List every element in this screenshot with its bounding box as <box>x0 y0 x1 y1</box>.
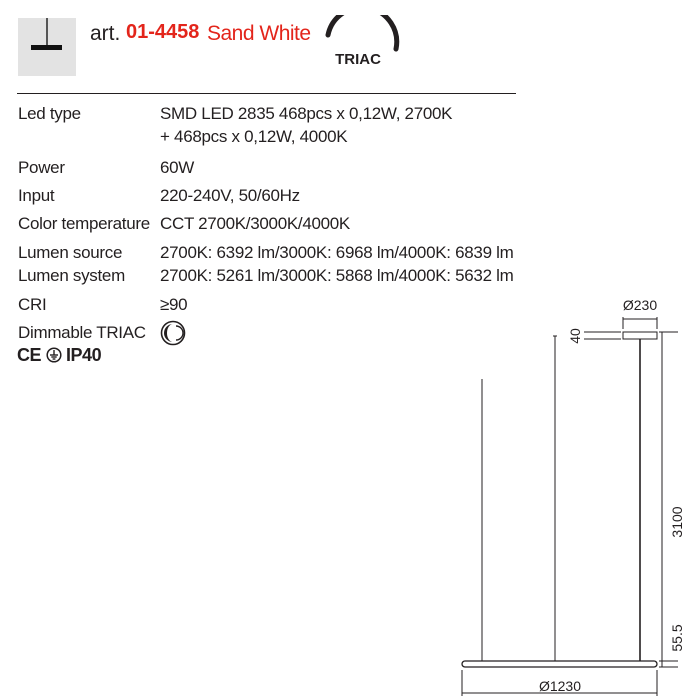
header-divider <box>17 93 516 94</box>
article-code: 01-4458 <box>126 21 200 43</box>
triac-badge-text: TRIAC <box>335 51 381 68</box>
canopy-height-label: 40 <box>567 328 583 344</box>
dimmable-icon <box>159 319 187 347</box>
triac-arc <box>328 15 397 49</box>
triac-badge-icon <box>322 15 402 75</box>
spec-value-cri: ≥90 <box>160 295 188 314</box>
article-label: art. <box>90 22 121 45</box>
spec-value-lumen-source: 2700K: 6392 lm/3000K: 6968 lm/4000K: 6839 lm <box>160 243 514 262</box>
thumbnail-lamp <box>31 45 62 50</box>
spec-value-color-temperature: CCT 2700K/3000K/4000K <box>160 214 350 233</box>
ring-diameter-label: Ø1230 <box>538 678 582 694</box>
product-thumbnail <box>18 18 76 76</box>
spec-label-cri: CRI <box>18 295 47 314</box>
spec-label-dimmable: Dimmable TRIAC <box>18 323 146 342</box>
certification-row <box>17 345 101 366</box>
canopy <box>623 332 657 339</box>
spec-label-input: Input <box>18 186 55 205</box>
thumbnail-suspension <box>46 18 48 45</box>
canopy-diameter-label: Ø230 <box>622 297 658 313</box>
color-name: Sand White <box>207 22 311 45</box>
spec-value-input: 220-240V, 50/60Hz <box>160 186 300 205</box>
spec-label-color-temperature: Color temperature <box>18 214 150 233</box>
ce-mark: CE <box>17 345 42 365</box>
earth-ground-icon <box>46 347 62 363</box>
spec-value-led-type-2: + 468pcs x 0,12W, 4000K <box>160 127 348 146</box>
spec-value-power: 60W <box>160 158 195 177</box>
spec-value-lumen-system: 2700K: 5261 lm/3000K: 5868 lm/4000K: 5632 lm <box>160 266 514 285</box>
spec-label-lumen-source: Lumen source <box>18 243 123 262</box>
suspension-length-label: 3100 <box>669 506 685 538</box>
spec-label-led-type: Led type <box>18 104 81 123</box>
spec-label-lumen-system: Lumen system <box>18 266 125 285</box>
ip-rating: IP40 <box>66 345 102 365</box>
technical-drawing <box>440 290 700 700</box>
ring-luminaire <box>462 661 657 667</box>
ring-height-label: 55.5 <box>669 624 685 652</box>
spec-label-power: Power <box>18 158 65 177</box>
spec-value-led-type: SMD LED 2835 468pcs x 0,12W, 2700K <box>160 104 453 123</box>
